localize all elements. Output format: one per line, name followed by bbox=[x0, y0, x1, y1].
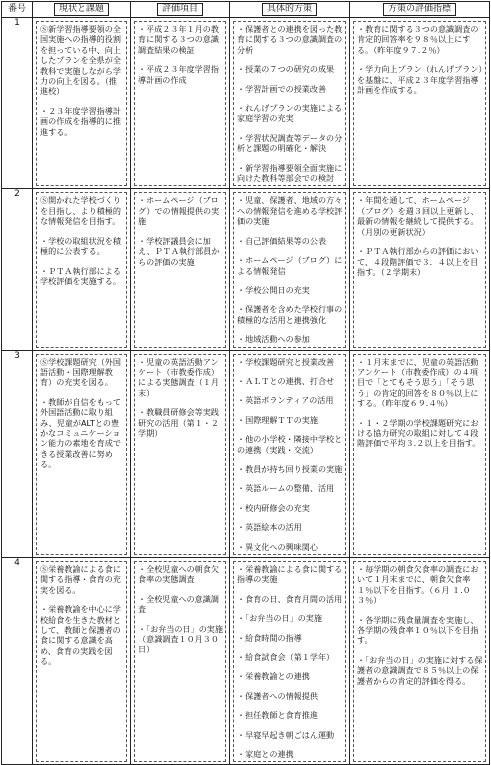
measure-text: ・保護者との連携を図った教育に関する３つの意識調査の分析 bbox=[237, 24, 343, 55]
items-cell bbox=[131, 558, 230, 765]
status-text: ・教師が自信をもって外国語活動に取り組み、児童がALTとの豊かなコミュニケーション能力の素地を育成できる授業改善に努める。 bbox=[40, 396, 121, 470]
indicator-text: ・年間を通して、ホームページ（ブログ）を週３回以上更新し、最新の情報を継続して提供する。（月別の更新状況） bbox=[357, 195, 479, 237]
table-row bbox=[2, 350, 490, 557]
status-cell bbox=[33, 189, 131, 350]
status-text: Ⓢ開かれた学校づくりを目指し、より積極的な情報発信を目指す。 bbox=[40, 195, 121, 227]
header-items: 評価項目 bbox=[131, 2, 230, 18]
items-cell bbox=[131, 18, 230, 189]
measure-text: ・自己評価結果等の公表 bbox=[237, 235, 327, 246]
row-number: 4 bbox=[2, 558, 33, 765]
items-cell bbox=[131, 189, 230, 350]
evaluation-sheet bbox=[1, 1, 489, 760]
indicator-text: ・１・２学期の学校課題研究における協力研究の取組に対して４段階評価で平均３.２以上を目指す。 bbox=[357, 417, 481, 449]
indicator-text: ・１月末までに、児童の英語活動アンケート（市教委作成）の４項目で「とてもそう思う」「そう思う」の肯定的回答を８０％以上にする。（昨年度６９.４％） bbox=[357, 356, 479, 409]
status-cell bbox=[33, 558, 131, 765]
status-text: Ⓢ新学習指導要領の全国実施への指導的役割を担っている中、向上したプランを全県が全教科で実施しながら学力の向上を図る。（推進校） bbox=[40, 24, 121, 97]
measure-text: ・英語ルームの整備、活用 bbox=[237, 483, 335, 494]
item-text: ・平成２３年度学習指導計画の作成 bbox=[138, 64, 219, 85]
item-text: ・全校児童への朝食欠食率の実態調査 bbox=[138, 564, 219, 585]
measure-text: ・栄養教諭による食に関する指導の実施 bbox=[237, 564, 343, 585]
status-cell bbox=[33, 18, 131, 189]
measure-text: ・給食試食会（第１学年） bbox=[237, 652, 335, 663]
measure-text: ・ホームページ（ブログ）による情報発信 bbox=[237, 255, 343, 276]
status-text: ・栄養教諭を中心に学校給食を生きた教材として、教師と保護者の食に関する意識を高め、食育の実践を図る。 bbox=[40, 604, 121, 667]
measure-text: ・国際理解ＴＴの実施 bbox=[237, 414, 318, 425]
measure-text: ・担任教師と食育推進 bbox=[237, 710, 318, 721]
table-row bbox=[2, 189, 490, 350]
measure-text: ・給食時間の指導 bbox=[237, 632, 302, 643]
item-text: ・児童の英語活動アンケート（市教委作成）による実態調査（１月末） bbox=[138, 356, 219, 398]
status-text: ・ＰＴＡ執行部による学校評価を実施する。 bbox=[40, 265, 121, 286]
table-row bbox=[2, 18, 490, 189]
indicator-text: ・ＰＴＡ執行部からの評価において、４段階評価で３．４以上を目指す。（２学期末） bbox=[357, 246, 479, 277]
measure-text: ・英語絵本の活用 bbox=[237, 522, 302, 533]
status-text: ・学校の取組状況を積極的に公表する。 bbox=[40, 235, 121, 257]
item-text: ・教職員研修会等実践研究の活用（第１・２学期） bbox=[138, 407, 219, 438]
measure-text: ・栄養教諭との連携 bbox=[237, 671, 310, 682]
indicators-cell bbox=[350, 350, 490, 557]
measure-text: ・学校公開日の充実 bbox=[237, 284, 310, 295]
status-text: Ⓢ栄養教諭による食に関する指導・食育の充実を図る。 bbox=[40, 564, 121, 595]
measures-cell bbox=[230, 18, 350, 189]
indicators-cell bbox=[350, 18, 490, 189]
status-text: Ⓢ学校課題研究（外国語活動・国際理解教育）の充実を図る。 bbox=[40, 356, 121, 388]
row-number: 3 bbox=[2, 350, 33, 557]
indicators-cell bbox=[350, 558, 490, 765]
indicators-cell bbox=[350, 189, 490, 350]
header-number: 番号 bbox=[2, 2, 33, 18]
item-text: ・ホームページ（ブログ）での情報提供の実施 bbox=[138, 195, 220, 227]
item-text: ・「お弁当の日」の実施（意識調査１０月３０日） bbox=[138, 623, 223, 655]
measure-text: ・ＡＬＴとの連携、打合せ bbox=[237, 375, 335, 386]
item-text: ・平成２３年１月の教育に関する３つの意識調査結果の検証 bbox=[138, 24, 219, 55]
measure-text: ・学習計画での授業改善 bbox=[237, 83, 327, 94]
status-cell bbox=[33, 350, 131, 557]
measure-text: ・学習状況調査等データの分析と課題の明確化・解決 bbox=[237, 132, 343, 154]
indicator-text: ・「お弁当の日」の実施に対する保護者の意識調査で８５％以上の保護者からの肯定的評価を得る。 bbox=[357, 654, 483, 686]
indicator-text: ・教育に関する３つの意識調査の肯定的回答率を９８％以上にする。（昨年度９７.２％） bbox=[357, 24, 479, 55]
measure-text: ・れんげプランの実施による家庭学習の充実 bbox=[237, 103, 343, 124]
status-text: ・２３年度学習指導計画の作成を指導的に推進する。 bbox=[40, 105, 121, 137]
measure-text: ・家庭との連携 bbox=[237, 749, 294, 760]
header-row bbox=[2, 2, 490, 18]
indicator-text: ・毎学期の朝食欠食率の調査において１月末までに、朝食欠食率１％以下を目指す。（６月 １.０３％） bbox=[357, 564, 479, 606]
item-text: ・全校児童への意識調査 bbox=[138, 593, 219, 615]
measure-text: ・児童、保護者、地域の方々への情報発信を進める学校評価の実施 bbox=[237, 195, 343, 227]
measures-cell bbox=[230, 558, 350, 765]
header-measures: 具体的方策 bbox=[230, 2, 350, 18]
measure-text: ・学校課題研究と授業改善 bbox=[237, 356, 335, 367]
indicator-text: ・各学期に残食量調査を実施し、各学期の残食率１０％以下を目指す。 bbox=[357, 614, 479, 646]
measure-text: ・他の小学校・隣接中学校との連携（実践・交流） bbox=[237, 434, 343, 455]
measure-text: ・英語ボランティアの活用 bbox=[237, 395, 334, 406]
indicator-text: ・学力向上プラン（れんげプラン）を基盤に、平成２３年度学習指導計画を作成する。 bbox=[357, 64, 483, 96]
measure-text: ・授業の７つの研究の成果 bbox=[237, 64, 335, 75]
evaluation-table bbox=[1, 1, 490, 765]
measure-text: ・保護者を含めた学校行事の積極的な活用と連携強化 bbox=[237, 304, 343, 325]
item-text: ・学校評議員会に加え、ＰＴＡ執行部員からの評価の実施 bbox=[138, 235, 220, 267]
measure-text: ・保護者への情報提供 bbox=[237, 690, 318, 701]
measure-text: ・校内研修会の充実 bbox=[237, 502, 310, 513]
measure-text: ・「お弁当の日」の実施 bbox=[237, 613, 322, 624]
measure-text: ・教員が持ち回り授業の実施 bbox=[237, 463, 343, 474]
items-cell bbox=[131, 350, 230, 557]
row-number: 2 bbox=[2, 189, 33, 350]
measure-text: ・新学習指導要領全面実施に向けた教科等部会での検討 bbox=[237, 162, 343, 184]
measures-cell bbox=[230, 189, 350, 350]
measure-text: ・地域活動への参加 bbox=[237, 334, 310, 345]
measures-cell bbox=[230, 350, 350, 557]
header-status: 現状と課題 bbox=[33, 2, 131, 18]
measure-text: ・異文化への興味関心 bbox=[237, 541, 318, 552]
header-indicators: 方策の評価指標 bbox=[350, 2, 490, 18]
table-row bbox=[2, 558, 490, 765]
measure-text: ・食育の日、食育月間の活用 bbox=[237, 593, 343, 604]
row-number: 1 bbox=[2, 18, 33, 189]
measure-text: ・早寝早起き朝ごはん運動 bbox=[237, 729, 335, 740]
